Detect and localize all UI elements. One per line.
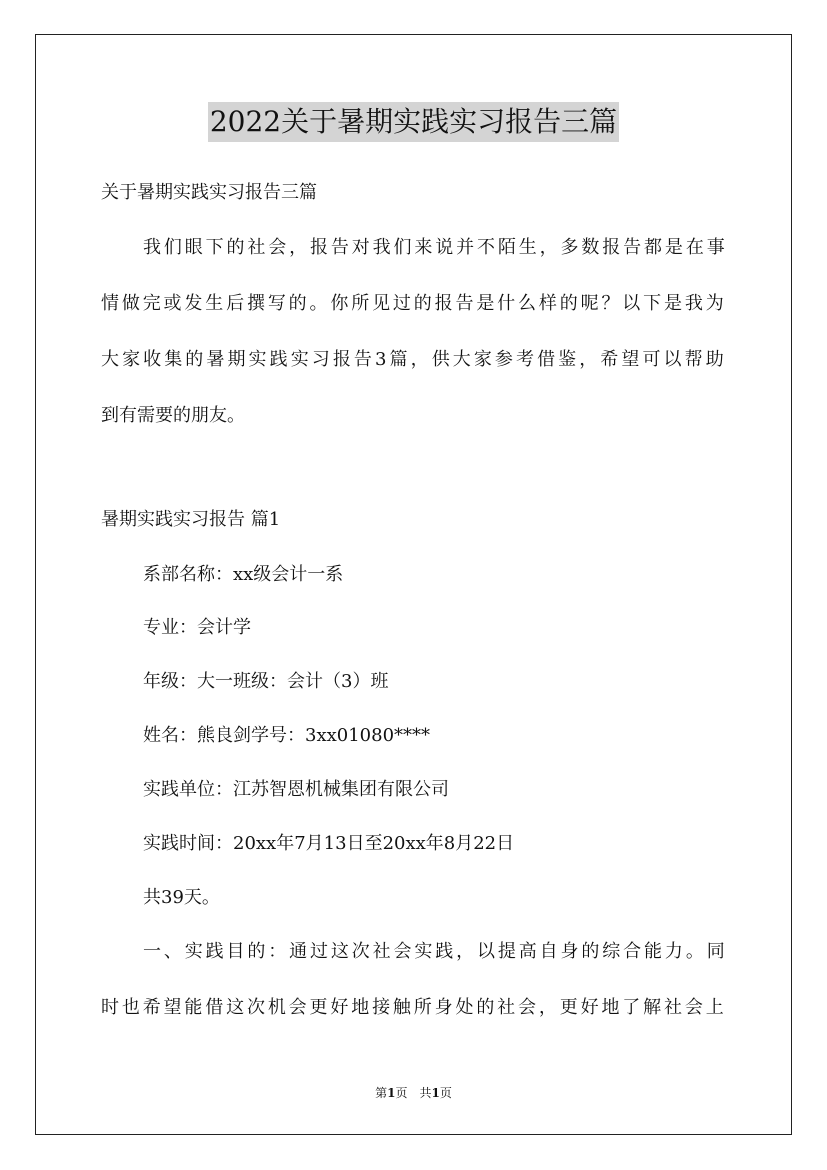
footer-suffix: 页 [439, 1086, 452, 1100]
field-grade-class: 年级：大一班级：会计（3）班 [143, 671, 389, 692]
document-title: 2022关于暑期实践实习报告三篇 [208, 102, 619, 142]
field-name-id: 姓名：熊良剑学号：3xx01080**** [143, 725, 431, 746]
field-department: 系部名称：xx级会计一系 [143, 564, 344, 585]
footer-prefix: 第 [375, 1086, 388, 1100]
intro-line-4: 到有需要的朋友。 [101, 405, 245, 426]
field-major: 专业：会计学 [143, 617, 251, 638]
section-heading: 暑期实践实习报告 篇1 [101, 509, 281, 530]
title-container [0, 102, 827, 142]
footer-mid: 页 共 [395, 1086, 432, 1100]
field-period: 实践时间：20xx年7月13日至20xx年8月22日 [143, 833, 515, 854]
intro-line-1: 我们眼下的社会，报告对我们来说并不陌生，多数报告都是在事 [143, 237, 725, 258]
field-unit: 实践单位：江苏智恩机械集团有限公司 [143, 779, 449, 800]
document-subtitle: 关于暑期实践实习报告三篇 [101, 182, 317, 203]
purpose-line-1: 一、实践目的：通过这次社会实践，以提高自身的综合能力。同 [143, 941, 725, 962]
footer-current-page: 1 [387, 1086, 396, 1100]
footer-total-pages: 1 [431, 1086, 440, 1100]
field-days: 共39天。 [143, 887, 220, 908]
intro-line-3: 大家收集的暑期实践实习报告3篇，供大家参考借鉴，希望可以帮助 [101, 349, 724, 370]
purpose-line-2: 时也希望能借这次机会更好地接触所身处的社会，更好地了解社会上 [101, 997, 724, 1018]
page-footer [0, 1085, 827, 1101]
intro-line-2: 情做完或发生后撰写的。你所见过的报告是什么样的呢？以下是我为 [101, 293, 724, 314]
